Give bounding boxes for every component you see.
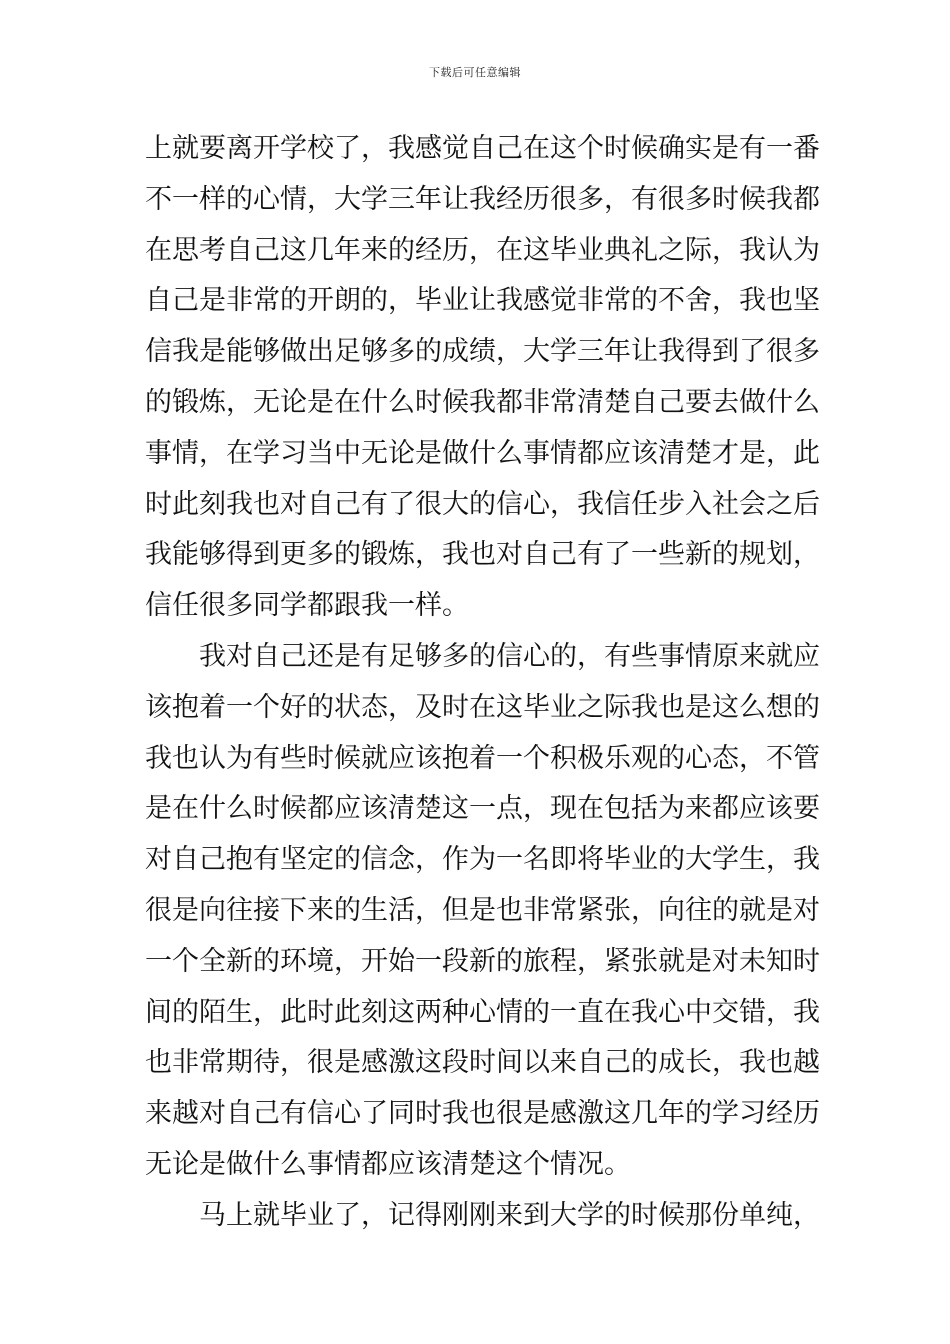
paragraph-line: 间的陌生，此时此刻这两种心情的一直在我心中交错，我 [145,996,820,1028]
paragraph-first-line: 马上就毕业了，记得刚刚来到大学的时候那份单纯， [199,1199,820,1231]
paragraph-line: 事情，在学习当中无论是做什么事情都应该清楚才是，此 [145,437,820,469]
paragraph-line: 信我是能够做出足够多的成绩，大学三年让我得到了很多 [145,336,820,368]
paragraph-line: 上就要离开学校了，我感觉自己在这个时候确实是有一番 [145,133,820,164]
document-body [145,124,820,1242]
paragraph-line: 是在什么时候都应该清楚这一点，现在包括为来都应该要 [145,793,820,825]
paragraph-line: 来越对自己有信心了同时我也很是感激这几年的学习经历 [145,1098,820,1130]
paragraph-line: 也非常期待，很是感激这段时间以来自己的成长，我也越 [145,1047,820,1079]
paragraph-line: 一个全新的环境，开始一段新的旅程，紧张就是对未知时 [145,945,820,977]
paragraph-line: 很是向往接下来的生活，但是也非常紧张，向往的就是对 [145,894,820,926]
paragraph-line: 在思考自己这几年来的经历，在这毕业典礼之际，我认为 [145,234,820,266]
paragraph-line: 自己是非常的开朗的，毕业让我感觉非常的不舍，我也坚 [145,285,820,317]
paragraph-line: 我也认为有些时候就应该抱着一个积极乐观的心态，不管 [145,742,820,774]
paragraph-line: 不一样的心情，大学三年让我经历很多，有很多时候我都 [145,183,820,215]
paragraph-line: 该抱着一个好的状态，及时在这毕业之际我也是这么想的 [145,691,820,723]
paragraph-first-line: 我对自己还是有足够多的信心的，有些事情原来就应 [199,640,820,672]
paragraph-line: 信任很多同学都跟我一样。 [145,590,469,622]
paragraph-line: 的锻炼，无论是在什么时候我都非常清楚自己要去做什么 [145,386,820,418]
page-header: 下载后可任意编辑 [429,66,521,79]
paragraph-line: 我能够得到更多的锻炼，我也对自己有了一些新的规划， [145,539,820,571]
paragraph-line: 对自己抱有坚定的信念，作为一名即将毕业的大学生，我 [145,844,820,876]
paragraph-line: 时此刻我也对自己有了很大的信心，我信任步入社会之后 [145,488,820,520]
paragraph-line: 无论是做什么事情都应该清楚这个情况。 [145,1148,631,1180]
